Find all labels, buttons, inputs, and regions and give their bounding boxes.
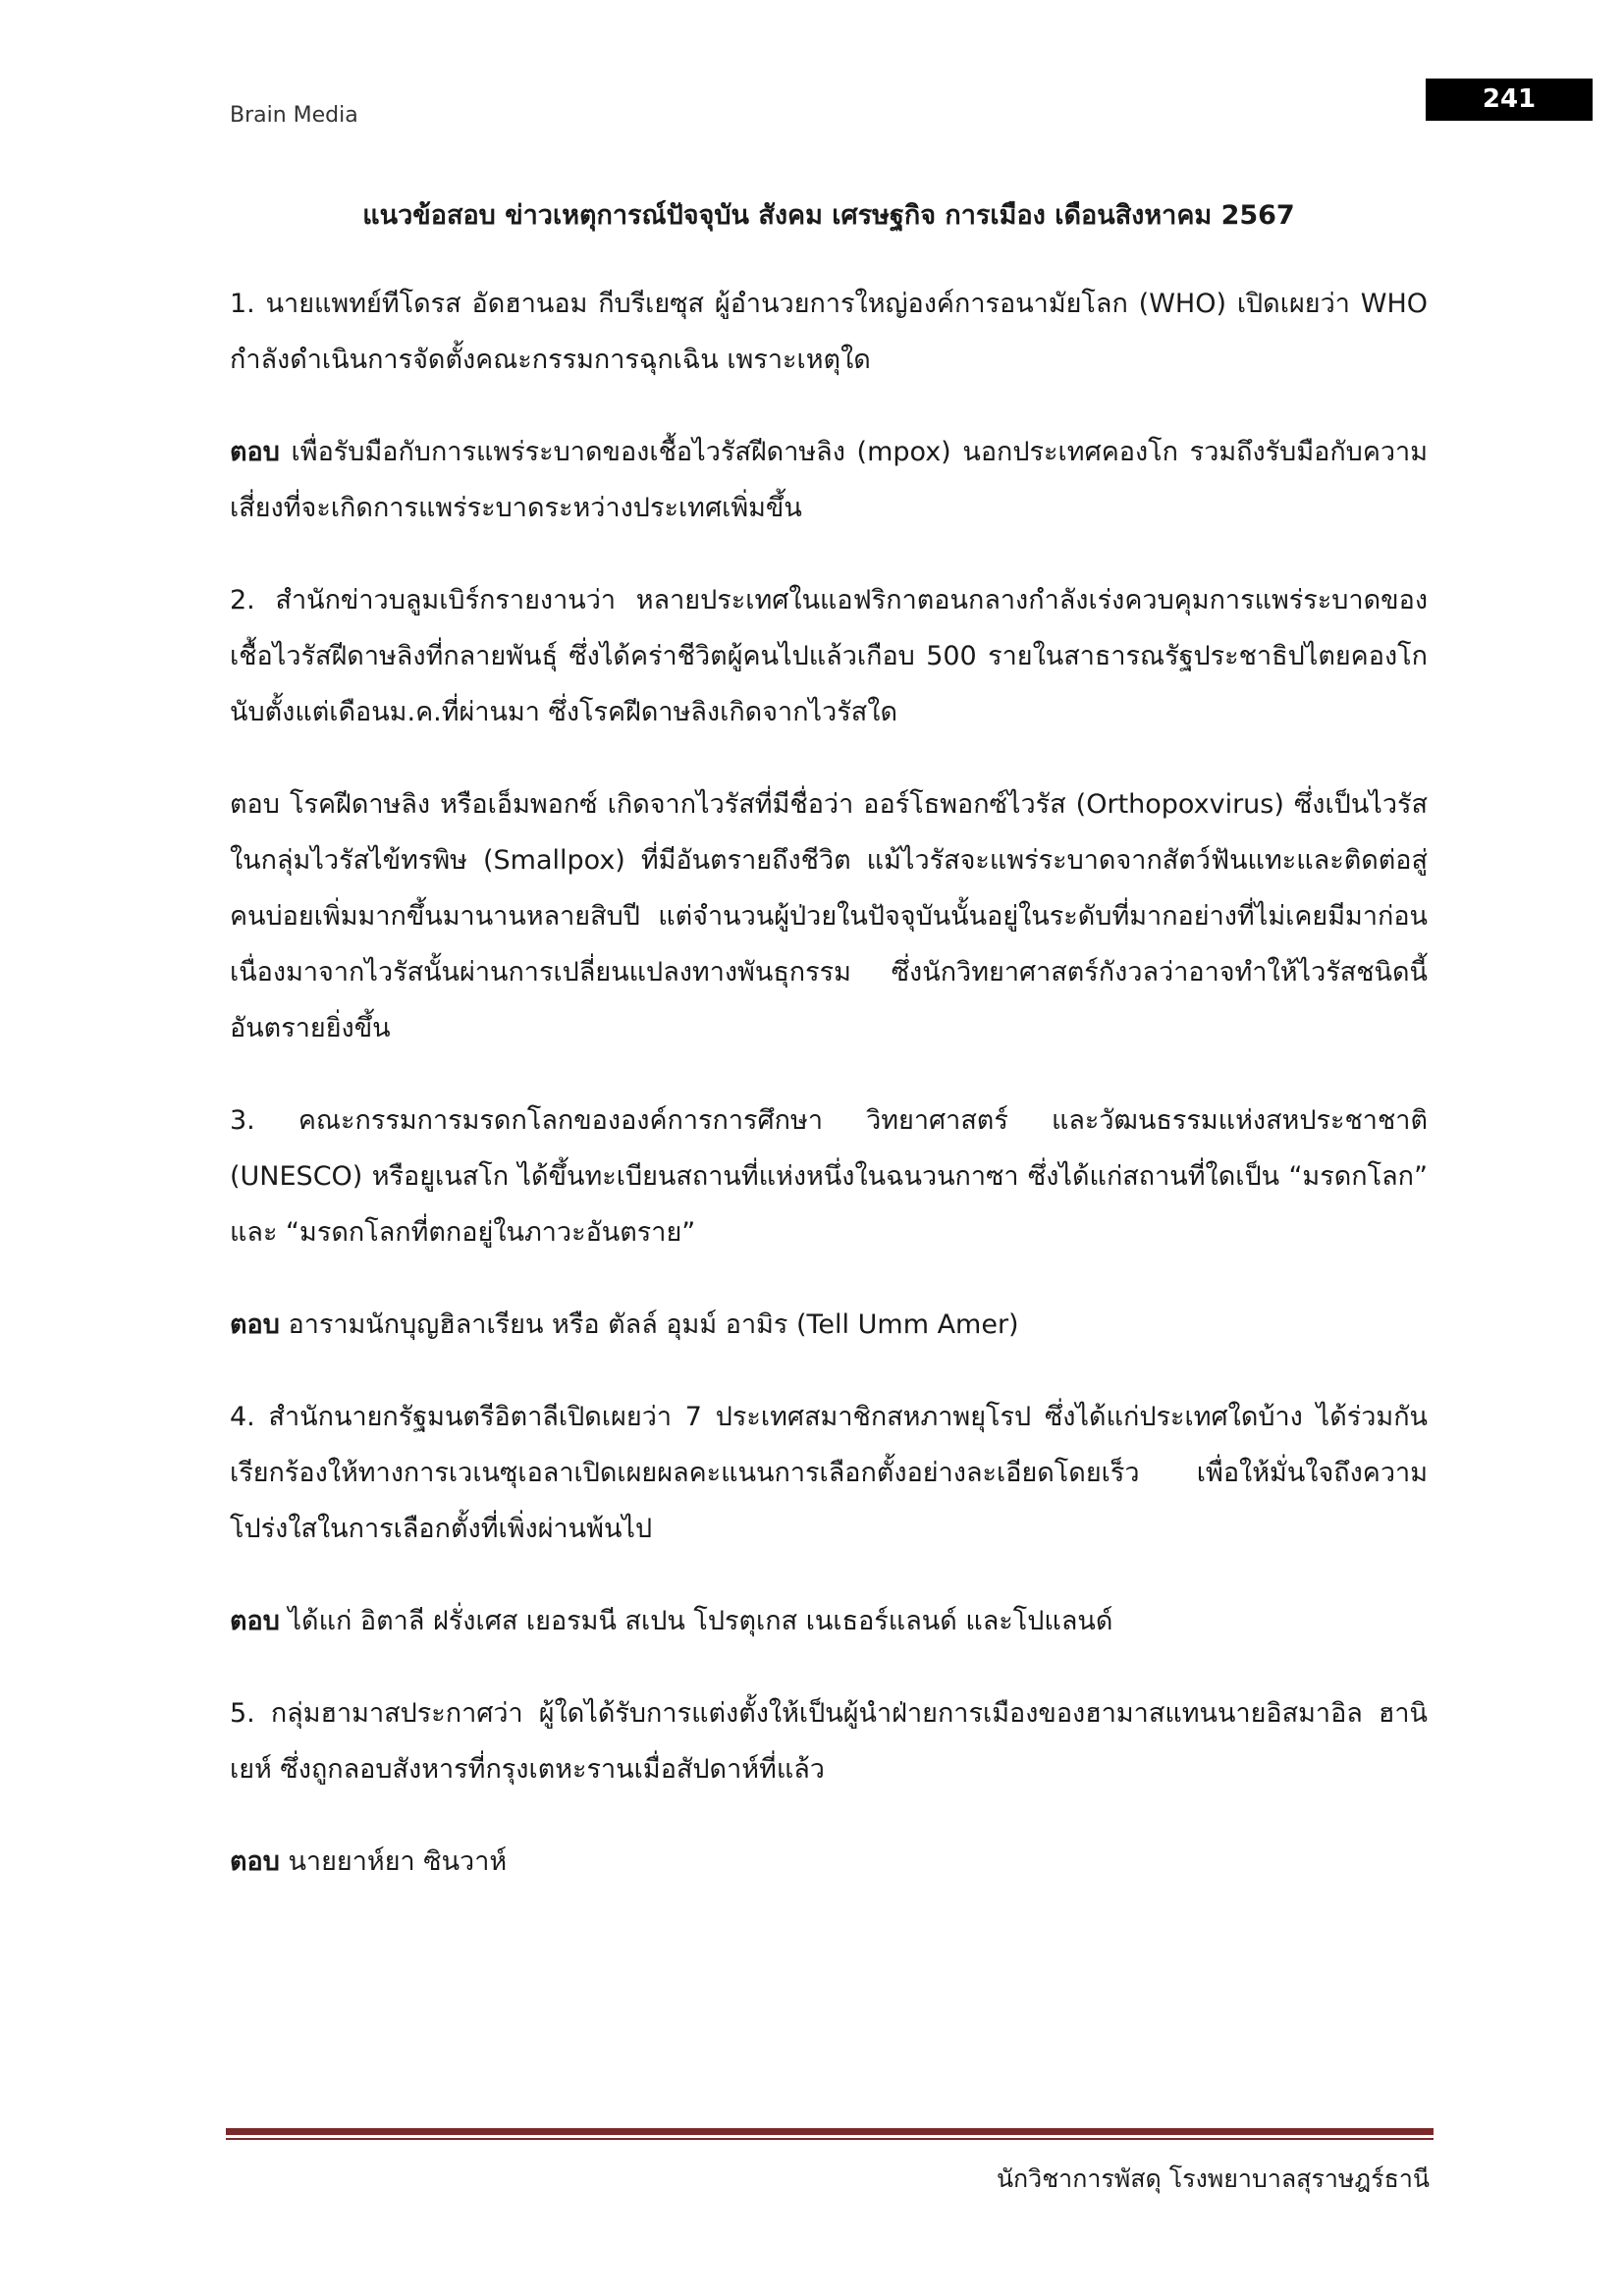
answer-label: ตอบ [230,1845,280,1877]
answer-label: ตอบ [230,436,280,467]
footer-divider [226,2128,1434,2140]
answer-text: เพื่อรับมือกับการแพร่ระบาดของเชื้อไวรัสฝีดาษลิง (mpox) นอกประเทศคองโก รวมถึงรับมือกับความเสี่ยงที่จะเกิดการแพร่ระบาดระหว่างประเทศเพิ่มขึ้น [230,436,1428,523]
answer-text: อารามนักบุญฮิลาเรียน หรือ ตัลล์ อุมม์ อามิร (Tell Umm Amer) [279,1308,1019,1340]
answer-2 [230,776,1428,1056]
answer-3 [230,1297,1428,1353]
question-1: 1. นายแพทย์ทีโดรส อัดฮานอม กีบรีเยซุส ผู้อำนวยการใหญ่องค์การอนามัยโลก (WHO) เปิดเผยว่า WHO กำลังดำเนินการจัดตั้งคณะกรรมการฉุกเฉิน เพราะเหตุใด [230,288,1428,375]
answer-text: นายยาห์ยา ซินวาห์ [279,1845,508,1877]
question-3: 3. คณะกรรมการมรดกโลกขององค์การการศึกษา วิทยาศาสตร์ และวัฒนธรรมแห่งสหประชาชาติ (UNESCO) หรือยูเนสโก ได้ขึ้นทะเบียนสถานที่แห่งหนึ่งในฉนวนกาซา ซึ่งได้แก่สถานที่ใดเป็น “มรดกโลก” และ “มรดกโลกที่ตกอยู่ในภาวะอันตราย” [230,1104,1428,1248]
answer-1 [230,424,1428,536]
answer-text: ตอบ โรคฝีดาษลิง หรือเอ็มพอกซ์ เกิดจากไวรัสที่มีชื่อว่า ออร์โธพอกซ์ไวรัส (Orthopoxvirus) ซึ่งเป็นไวรัสในกลุ่มไวรัสไข้ทรพิษ (Smallpox) ที่มีอันตรายถึงชีวิต แม้ไวรัสจะแพร่ระบาดจากสัตว์ฟันแทะและติดต่อสู่คนบ่อยเพิ่มมากขึ้นมานานหลายสิบปี แต่จำนวนผู้ป่วยในปัจจุบันนั้นอยู่ในระดับที่มากอย่างที่ไม่เคยมีมาก่อน เนื่องมาจากไวรัสนั้นผ่านการเปลี่ยนแปลงทางพันธุกรรม ซึ่งนักวิทยาศาสตร์กังวลว่าอาจทำให้ไวรัสชนิดนี้อันตรายยิ่งขึ้น [230,788,1428,1043]
answer-label: ตอบ [230,1308,280,1340]
question-2: 2. สำนักข่าวบลูมเบิร์กรายงานว่า หลายประเทศในแอฟริกาตอนกลางกำลังเร่งควบคุมการแพร่ระบาดของเชื้อไวรัสฝีดาษลิงที่กลายพันธุ์ ซึ่งได้คร่าชีวิตผู้คนไปแล้วเกือบ 500 รายในสาธารณรัฐประชาธิปไตยคองโก นับตั้งแต่เดือนม.ค.ที่ผ่านมา ซึ่งโรคฝีดาษลิงเกิดจากไวรัสใด [230,584,1428,727]
answer-label: ตอบ [230,1605,280,1636]
document-title: แนวข้อสอบ ข่าวเหตุการณ์ปัจจุบัน สังคม เศรษฐกิจ การเมือง เดือนสิงหาคม 2567 [362,200,1295,231]
page-number: 241 [1426,79,1593,121]
answer-5 [230,1834,1428,1890]
header-brand: Brain Media [230,103,358,128]
answer-4 [230,1593,1428,1649]
document-body [230,196,1428,1926]
question-5: 5. กลุ่มฮามาสประกาศว่า ผู้ใดได้รับการแต่งตั้งให้เป็นผู้นำฝ่ายการเมืองของฮามาสแทนนายอิสมาอิล ฮานิเยห์ ซึ่งถูกลอบสังหารที่กรุงเตหะรานเมื่อสัปดาห์ที่แล้ว [230,1697,1428,1785]
answer-text: ได้แก่ อิตาลี ฝรั่งเศส เยอรมนี สเปน โปรตุเกส เนเธอร์แลนด์ และโปแลนด์ [279,1605,1113,1636]
footer-text: นักวิชาการพัสดุ โรงพยาบาลสุราษฎร์ธานี [996,2164,1430,2193]
question-4: 4. สำนักนายกรัฐมนตรีอิตาลีเปิดเผยว่า 7 ประเทศสมาชิกสหภาพยุโรป ซึ่งได้แก่ประเทศใดบ้าง ได้ร่วมกันเรียกร้องให้ทางการเวเนซุเอลาเปิดเผยผลคะแนนการเลือกตั้งอย่างละเอียดโดยเร็ว เพื่อให้มั่นใจถึงความโปร่งใสในการเลือกตั้งที่เพิ่งผ่านพ้นไป [230,1401,1428,1544]
